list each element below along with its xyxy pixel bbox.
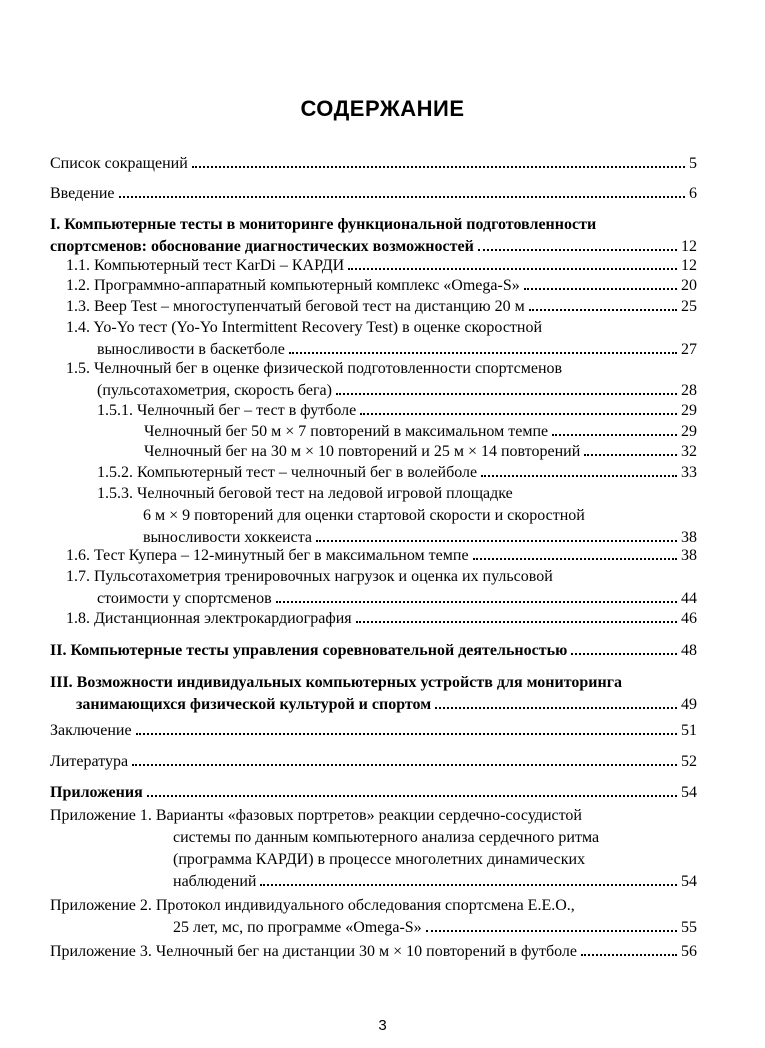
toc-page-number: 46 xyxy=(681,610,697,627)
leader-dots xyxy=(316,540,677,542)
toc-label: 1.5.1. Челночный бег – тест в футболе xyxy=(97,402,357,419)
leader-dots xyxy=(360,413,677,415)
leader-dots xyxy=(581,954,677,956)
toc-entry[interactable] xyxy=(50,183,697,205)
toc-entry[interactable] xyxy=(97,400,697,422)
toc-label: Приложение 3. Челночный бег на дистанции 30 м × 10 повторений в футболе xyxy=(50,943,577,960)
toc-label-line: 1.4. Yo-Yo тест (Yo-Yo Intermittent Recovery Test) в оценке скоростной xyxy=(66,319,543,336)
toc-page-number: 49 xyxy=(681,696,697,713)
toc-label-line: Приложение 1. Варианты «фазовых портретов» реакции сердечно-сосудистой xyxy=(50,807,582,824)
toc-page-number: 55 xyxy=(681,919,697,936)
toc-page-number: 12 xyxy=(681,238,697,255)
toc-label: Челночный бег на 30 м × 10 повторений и 25 м × 14 повторений xyxy=(144,443,581,460)
toc-entry[interactable] xyxy=(50,805,697,893)
toc-page-number: 52 xyxy=(681,753,697,770)
leader-dots xyxy=(119,196,686,198)
toc-entry[interactable] xyxy=(144,421,697,443)
toc-page-number: 48 xyxy=(681,642,697,659)
toc-label-line: Приложение 2. Протокол индивидуального обследования спортсмена Е.Е.О., xyxy=(50,897,575,914)
toc-page-number: 5 xyxy=(689,155,697,172)
toc-page-number: 12 xyxy=(681,257,697,274)
toc-entry[interactable] xyxy=(66,317,697,361)
toc-page-number: 32 xyxy=(681,443,697,460)
toc-page-number: 27 xyxy=(681,341,697,358)
toc-entry[interactable] xyxy=(144,441,697,463)
toc-label: Челночный бег 50 м × 7 повторений в максимальном темпе xyxy=(144,423,549,440)
toc-label: Заключение xyxy=(50,722,132,739)
toc-entry[interactable] xyxy=(50,720,697,742)
leader-dots xyxy=(571,653,677,655)
toc-entry-section[interactable] xyxy=(50,214,697,258)
leader-dots xyxy=(426,930,677,932)
leader-dots xyxy=(584,454,677,456)
leader-dots xyxy=(132,764,677,766)
toc-entry[interactable] xyxy=(50,941,697,963)
leader-dots xyxy=(147,795,677,797)
toc-page-number: 20 xyxy=(681,277,697,294)
toc-label: выносливости хоккеиста xyxy=(143,529,313,546)
toc-entry-section[interactable] xyxy=(50,782,697,804)
toc-entry[interactable] xyxy=(97,483,697,549)
toc-label: наблюдений xyxy=(173,873,257,890)
toc-label-line: III. Возможности индивидуальных компьютерных устройств для мониторинга xyxy=(50,674,622,691)
toc-entry-section[interactable] xyxy=(50,640,697,662)
toc-entry[interactable] xyxy=(66,296,697,318)
toc-page-number: 33 xyxy=(681,464,697,481)
toc-page-number: 38 xyxy=(681,529,697,546)
leader-dots xyxy=(336,393,677,395)
toc-page-number: 6 xyxy=(689,185,697,202)
toc-page-number: 28 xyxy=(681,382,697,399)
leader-dots xyxy=(192,166,685,168)
toc-label: II. Компьютерные тесты управления соревновательной деятельностью xyxy=(50,642,568,659)
toc-page-number: 25 xyxy=(681,298,697,315)
toc-page-number: 29 xyxy=(681,423,697,440)
toc-label-line: 6 м × 9 повторений для оценки стартовой скорости и скоростной xyxy=(143,507,585,524)
toc-label-line: (программа КАРДИ) в процессе многолетних динамических xyxy=(173,851,586,868)
leader-dots xyxy=(524,288,677,290)
toc-label: 1.8. Дистанционная электрокардиография xyxy=(66,610,352,627)
toc-label: спортсменов: обоснование диагностических возможностей xyxy=(50,238,474,255)
toc-label: Введение xyxy=(50,185,115,202)
toc-page-number: 56 xyxy=(681,943,697,960)
toc-label-line: системы по данным компьютерного анализа сердечного ритма xyxy=(173,829,600,846)
toc-label-line: 1.5. Челночный бег в оценке физической подготовленности спортсменов xyxy=(66,360,563,377)
toc-label: стоимости у спортсменов xyxy=(97,590,272,607)
leader-dots xyxy=(435,707,677,709)
toc-label: Список сокращений xyxy=(50,155,188,172)
leader-dots xyxy=(529,309,677,311)
leader-dots xyxy=(289,352,677,354)
toc-page-number: 29 xyxy=(681,402,697,419)
toc-label: 25 лет, мс, по программе «Omega-S» xyxy=(173,919,422,936)
toc-entry[interactable] xyxy=(66,566,697,610)
toc-label: 1.3. Beep Test – многоступенчатый беговой тест на дистанцию 20 м xyxy=(66,298,525,315)
toc-entry-section[interactable] xyxy=(50,672,697,716)
toc-entry[interactable] xyxy=(50,895,697,939)
toc-page-number: 54 xyxy=(681,873,697,890)
toc-label: 1.1. Компьютерный тест KarDi – КАРДИ xyxy=(66,257,345,274)
toc-page-number: 51 xyxy=(681,722,697,739)
toc-entry[interactable] xyxy=(66,358,697,402)
leader-dots xyxy=(348,268,677,270)
toc-label: Приложения xyxy=(50,784,143,801)
page-number-footer: 3 xyxy=(378,1017,387,1034)
toc-page-number: 44 xyxy=(681,590,697,607)
toc-label: 1.2. Программно-аппаратный компьютерный комплекс «Omega-S» xyxy=(66,277,520,294)
leader-dots xyxy=(356,621,677,623)
page-title: СОДЕРЖАНИЕ xyxy=(300,96,465,121)
leader-dots xyxy=(136,733,677,735)
toc-page-number: 38 xyxy=(681,547,697,564)
toc-label: Литература xyxy=(50,753,129,770)
toc-label-line: I. Компьютерные тесты в мониторинге функциональной подготовленности xyxy=(50,216,597,233)
toc-label-line: 1.5.3. Челночный беговой тест на ледовой игровой площадке xyxy=(97,485,513,502)
toc-entry[interactable] xyxy=(66,275,697,297)
leader-dots xyxy=(276,601,677,603)
leader-dots xyxy=(478,249,677,251)
toc-entry[interactable] xyxy=(66,545,697,567)
toc-label: (пульсотахометрия, скорость бега) xyxy=(97,382,332,399)
leader-dots xyxy=(481,475,677,477)
leader-dots xyxy=(552,434,677,436)
toc-entry[interactable] xyxy=(97,462,697,484)
leader-dots xyxy=(260,884,677,886)
toc-label: 1.5.2. Компьютерный тест – челночный бег в волейболе xyxy=(97,464,478,481)
toc-entry[interactable] xyxy=(66,608,697,630)
toc-label: выносливости в баскетболе xyxy=(97,341,285,358)
leader-dots xyxy=(473,558,677,560)
toc-entry[interactable] xyxy=(50,153,697,175)
toc-page-number: 54 xyxy=(681,784,697,801)
toc-entry[interactable] xyxy=(66,255,697,277)
toc-label: 1.6. Тест Купера – 12-минутный бег в максимальном темпе xyxy=(66,547,469,564)
toc-entry[interactable] xyxy=(50,751,697,773)
toc-label-line: 1.7. Пульсотахометрия тренировочных нагрузок и оценка их пульсовой xyxy=(66,568,553,585)
toc-label: занимающихся физической культурой и спортом xyxy=(76,696,432,713)
